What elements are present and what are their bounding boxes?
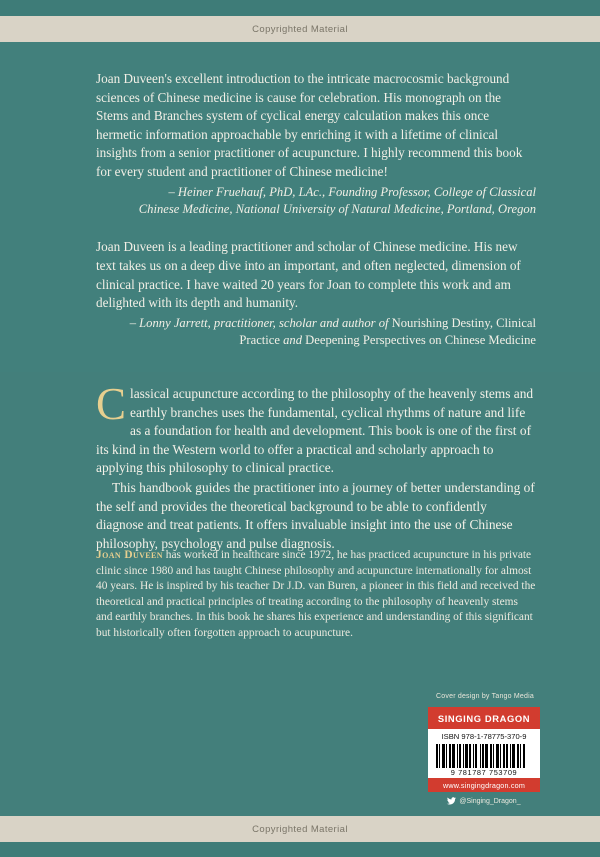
cover-design-credit: Cover design by Tango Media (436, 693, 534, 700)
endorsement-attribution-1: – Heiner Fruehauf, PhD, LAc., Founding Professor, College of Classical Chinese Medicine, National University of Natural Medicine, Portland, Oregon (138, 184, 536, 216)
attribution-title-3: Deepening Perspectives on Chinese Medicine (305, 333, 536, 348)
attribution-title-2: Clinical Practice (239, 315, 536, 348)
description-section (96, 379, 536, 553)
publisher-website[interactable]: www.singingdragon.com (428, 778, 540, 792)
endorsements-section (96, 70, 536, 350)
endorsement-quote-2: Joan Duveen is a leading practitioner and scholar of Chinese medicine. His new text takes us on a deep dive into an important, and often neglected, dimension of clinical practice. I have waited 20 years for Joan to complete this work and am delighted with its depth and humanity. (96, 239, 521, 311)
copyright-band-top: Copyrighted Material (0, 16, 600, 42)
twitter-icon (447, 797, 456, 805)
attribution-title-1: Nourishing Destiny, (391, 315, 493, 330)
barcode-bars (436, 744, 532, 768)
publisher-logo: SINGING DRAGON (428, 707, 540, 729)
author-name: Joan Duveen (96, 549, 163, 561)
author-bio-text: has worked in healthcare since 1972, he has practiced acupuncture in his private clinic since 1980 and has taught Chinese philosophy and acupuncture internationally for almost 40 years. He is inspired by his teacher Dr J.D. van Buren, a pioneer in this field and received the theoretical and practical principles of treating according to the philosophy of heavenly stems and earthly branches. In this book he shares his experience and understanding of this significant but historically often forgotten approach to acupuncture. (96, 549, 536, 639)
barcode-digits: 9 781787 753709 (450, 768, 518, 777)
attribution-italic-part-1: – Lonny Jarrett, practitioner, scholar and author of (129, 315, 392, 330)
endorsement-quote-1: Joan Duveen's excellent introduction to the intricate macrocosmic background sciences of Chinese medicine is cause for celebration. His monograph on the Stems and Branches system of cyclical energy calculation makes this once hermetic information approachable by enriching it with a lifetime of clinical insights from a senior practitioner of acupuncture. I highly recommend this book for every student and practitioner of Chinese medicine! (96, 71, 523, 179)
isbn-text: ISBN 978-1-78775-370-9 (441, 732, 527, 741)
endorsement-attribution-2 (96, 315, 536, 350)
twitter-handle-line[interactable] (428, 797, 540, 805)
drop-cap: C (96, 379, 127, 429)
description-paragraph-1-text: lassical acupuncture according to the philosophy of the heavenly stems and earthly branches uses the fundamental, cyclical rhythms of nature and life as a foundation for health and development. This book is one of the first of its kind in the Western world to offer a practical and scholarly approach to applying this philosophy to clinical practice. (96, 386, 534, 476)
twitter-handle-text: @Singing_Dragon_ (459, 797, 521, 805)
copyright-band-bottom: Copyrighted Material (0, 816, 600, 842)
description-paragraph-2: This handbook guides the practitioner into a journey of better understanding of the self and provides the theoretical background to be able to confidently diagnose and treat patients. It offers invaluable insight into the use of Chinese philosophy, psychology and pulse diagnosis. (96, 479, 535, 551)
endorsement-block-2 (96, 238, 536, 349)
description-paragraph-1 (96, 379, 536, 478)
attribution-italic-part-2: and (283, 333, 306, 348)
barcode-panel (428, 729, 540, 778)
author-bio (96, 548, 536, 642)
